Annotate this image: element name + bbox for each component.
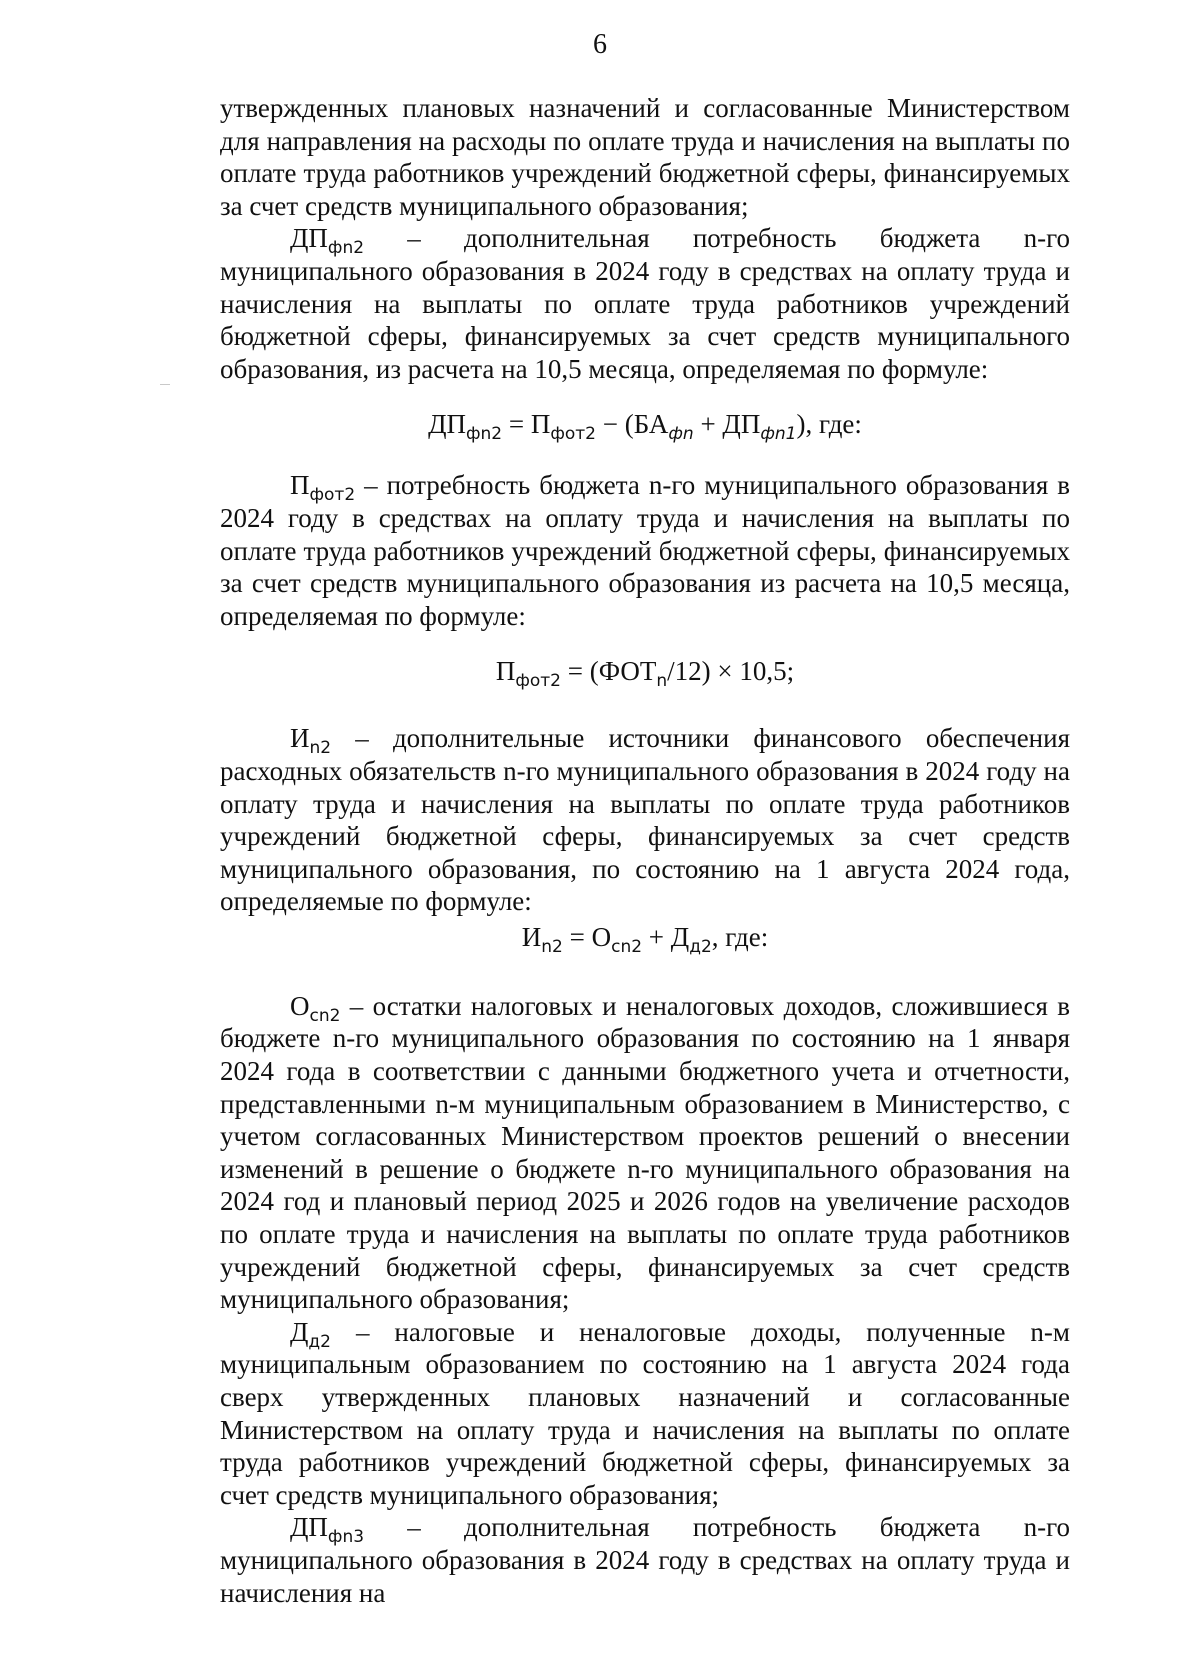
term-subscript: фn3 — [327, 1527, 365, 1548]
term-subscript: n2 — [309, 738, 332, 759]
paragraph-text: утвержденных плановых назначений и согласованные Министерством для направления на расходы по оплате труда и начисления на выплаты по оплате труда работников учреждений бюджетной сферы, финансируемых за счет средств муниципального образования; — [220, 93, 1070, 221]
document-body — [220, 92, 1070, 1609]
formula-dp-fn2: $ДП_{фn2} = П_{фот2} - (БА_{фn} + ДП_{фn1})$, где: — [428, 409, 862, 445]
definition-i-n2 — [220, 722, 1070, 918]
term-subscript: сn2 — [309, 1005, 341, 1026]
term-subscript: д2 — [308, 1331, 331, 1352]
definition-text: – налоговые и неналоговые доходы, полученные n-м муниципальным образованием по состоянию на 1 августа 2024 года сверх утвержденных плановых назначений и согласованные Министерством на оплату труда и начисления на выплаты по оплате труда работников учреждений бюджетной сферы, финансируемых за счет средств муниципального образования; — [220, 1316, 1070, 1510]
term-symbol: И — [290, 723, 310, 754]
paragraph-continuation — [220, 92, 1070, 222]
definition-p-fot2 — [220, 469, 1070, 632]
term-symbol: О — [290, 990, 310, 1021]
definition-text: – дополнительные источники финансового обеспечения расходных обязательств n-го муниципального образования в 2024 году на оплату труда и начисления на выплаты по оплате труда работников учреждений бюджетной сферы, финансируемых за счет средств муниципального образования, по состоянию на 1 августа 2024 года, определяемые по формуле: — [220, 723, 1070, 917]
definition-dp-fn3 — [220, 1511, 1070, 1609]
term-subscript: фn2 — [327, 238, 365, 259]
definition-o-cn2 — [220, 990, 1070, 1316]
term-symbol: П — [290, 470, 310, 501]
definition-d-d2 — [220, 1316, 1070, 1512]
formula-i-n2: $И_{n2} = О_{сn2} + Д_{д2}$, где: — [521, 921, 769, 957]
term-subscript: фот2 — [309, 485, 356, 506]
definition-text: – дополнительная потребность бюджета n-го муниципального образования в 2024 году в средствах на оплату труда и начисления на — [220, 1512, 1070, 1608]
page-number: 6 — [593, 29, 607, 60]
definition-text: – остатки налоговых и неналоговых доходов, сложившиеся в бюджете n-го муниципального образования по состоянию на 1 января 2024 года в соответствии с данными бюджетного учета и отчетности, представленными n-м муниципальным образованием в Министерство, с учетом согласованных Министерством проектов решений о внесении изменений в решение о бюджете n-го муниципального образования на 2024 год и плановый период 2025 и 2026 годов на увеличение расходов по оплате труда и начисления на выплаты по оплате труда работников учреждений бюджетной сферы, финансируемых за счет средств муниципального образования; — [220, 990, 1070, 1315]
definition-text: – потребность бюджета n-го муниципального образования в 2024 году в средствах на оплату труда и начисления на выплаты по оплате труда работников учреждений бюджетной сферы, финансируемых за счет средств муниципального образования из расчета на 10,5 месяца, определяемая по формуле: — [220, 470, 1070, 631]
definition-text: – дополнительная потребность бюджета n-го муниципального образования в 2024 году в средствах на оплату труда и начисления на выплаты по оплате труда работников учреждений бюджетной сферы, финансируемых за счет средств муниципального образования, из расчета на 10,5 месяца, определяемая по формуле: — [220, 223, 1070, 384]
definition-dp-fn2 — [220, 222, 1070, 385]
scan-mark — [160, 384, 170, 385]
term-symbol: ДП — [290, 223, 328, 254]
term-symbol: Д — [290, 1316, 309, 1347]
term-symbol: ДП — [290, 1512, 328, 1543]
formula-p-fot2: $П_{фот2} = (ФОТ_n/12) \times 10,5$; — [495, 656, 795, 692]
